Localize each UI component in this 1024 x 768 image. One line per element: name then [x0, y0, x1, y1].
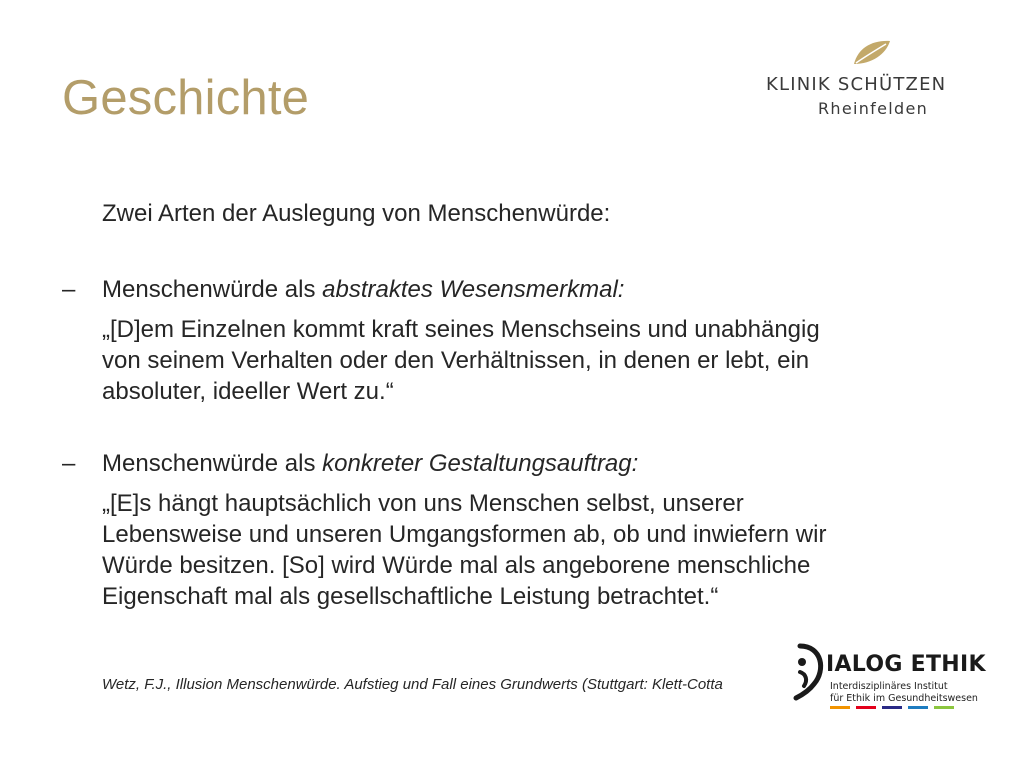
quote-line: absoluter, ideeller Wert zu.“ — [102, 378, 394, 405]
item-lead: Menschenwürde als — [102, 276, 323, 303]
quote-line: von seinem Verhalten oder den Verhältnissen, in denen er lebt, ein — [102, 347, 810, 374]
quote-text — [102, 314, 962, 407]
color-bar — [830, 706, 850, 709]
quote-line: Würde besitzen. [So] wird Würde mal als angeborene menschliche — [102, 552, 811, 579]
color-bar — [882, 706, 902, 709]
color-bar — [908, 706, 928, 709]
quote-line: „[D]em Einzelnen kommt kraft seines Menschseins und unabhängig — [102, 316, 820, 343]
d-mark-icon — [792, 640, 826, 702]
quote-line: Lebensweise und unseren Umgangsformen ab, ob und inwiefern wir — [102, 521, 827, 548]
citation: Wetz, F.J., Illusion Menschenwürde. Aufstieg und Fall eines Grundwerts (Stuttgart: Klett-Cotta — [102, 676, 723, 693]
intro-text: Zwei Arten der Auslegung von Menschenwürde: — [102, 200, 611, 227]
logo-dialog-name: IALOG ETHIK — [826, 652, 986, 677]
leaf-icon — [850, 38, 892, 68]
bullet-dash: – — [62, 450, 76, 477]
logo-klinik-name: KLINIK SCHÜTZEN — [766, 74, 947, 95]
quote-line: Eigenschaft mal als gesellschaftliche Leistung betrachtet.“ — [102, 583, 719, 610]
item-lead: Menschenwürde als — [102, 450, 323, 477]
logo-klinik-schuetzen — [766, 38, 976, 122]
item-emphasis: konkreter Gestaltungsauftrag: — [322, 450, 639, 477]
logo-dialog-subtitle: Interdisziplinäres Institut — [830, 681, 948, 692]
color-bar — [934, 706, 954, 709]
slide-title: Geschichte — [62, 71, 310, 125]
item-heading — [102, 450, 638, 478]
item-emphasis: abstraktes Wesensmerkmal: — [322, 276, 625, 303]
color-bar — [856, 706, 876, 709]
logo-klinik-city: Rheinfelden — [818, 99, 929, 118]
bullet-dash: – — [62, 276, 76, 303]
quote-line: „[E]s hängt hauptsächlich von uns Menschen selbst, unserer — [102, 490, 744, 517]
logo-dialog-subtitle: für Ethik im Gesundheitswesen — [830, 693, 978, 704]
item-heading — [102, 276, 624, 304]
quote-text — [102, 488, 962, 612]
logo-dialog-ethik — [790, 636, 986, 712]
